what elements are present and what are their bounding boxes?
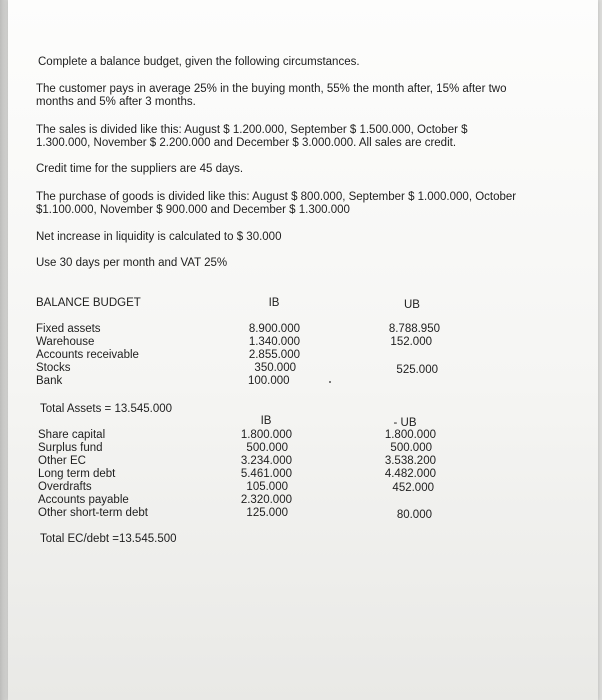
liability-ib-value: 3.234.000 xyxy=(240,455,292,467)
liability-ub-value: 500.000 xyxy=(390,442,432,454)
liability-ib-value: 1.800.000 xyxy=(240,429,292,441)
asset-ub-value: 152.000 xyxy=(390,336,432,348)
total-ec-debt: Total EC/debt =13.545.500 xyxy=(40,533,177,545)
sales-line-2: 1.300.000, November $ 2.200.000 and December $ 3.000.000. All sales are credit. xyxy=(36,137,457,149)
liability-ib-value: 5.461.000 xyxy=(240,468,292,480)
ib-header: IB xyxy=(268,297,280,309)
liability-ub-value: 4.482.000 xyxy=(384,468,436,480)
asset-label: Accounts receivable xyxy=(36,349,139,361)
ub-header: UB xyxy=(404,299,420,311)
liability-ub-value: 3.538.200 xyxy=(384,455,436,467)
ib-header-2: IB xyxy=(260,415,272,427)
task-title: Complete a balance budget, given the following circumstances. xyxy=(38,56,360,68)
payment-terms-line-2: months and 5% after 3 months. xyxy=(36,96,196,108)
credit-time-text: Credit time for the suppliers are 45 days. xyxy=(36,163,244,175)
liability-ub-value: 80.000 xyxy=(396,509,432,521)
asset-ub-value: 525.000 xyxy=(396,364,438,376)
paper-sheet xyxy=(8,0,598,700)
liability-ib-value: 125.000 xyxy=(246,507,288,519)
liability-ib-value: 105.000 xyxy=(246,481,288,493)
stray-mark xyxy=(329,381,331,383)
sales-line-1: The sales is divided like this: August $ 1.200.000, September $ 1.500.000, October $ xyxy=(36,124,468,136)
liability-label: Surplus fund xyxy=(38,442,103,454)
asset-ib-value: 1.340.000 xyxy=(248,336,300,348)
asset-label: Stocks xyxy=(36,362,71,374)
payment-terms-line-1: The customer pays in average 25% in the buying month, 55% the month after, 15% after two xyxy=(36,83,507,95)
page-edge-shadow xyxy=(0,0,8,700)
liability-label: Share capital xyxy=(38,429,106,441)
asset-label: Fixed assets xyxy=(36,323,101,335)
liability-ib-value: 500.000 xyxy=(246,442,288,454)
purchase-line-1: The purchase of goods is divided like this: August $ 800.000, September $ 1.000.000, October xyxy=(36,191,517,203)
purchase-line-2: $1.100.000, November $ 900.000 and December $ 1.300.000 xyxy=(36,204,350,216)
asset-label: Bank xyxy=(36,375,63,387)
asset-ib-value: 350.000 xyxy=(254,362,296,374)
budget-title: BALANCE BUDGET xyxy=(36,297,141,309)
liability-label: Other short-term debt xyxy=(38,507,148,519)
liability-ib-value: 2.320.000 xyxy=(240,494,292,506)
liquidity-text: Net increase in liquidity is calculated to $ 30.000 xyxy=(36,231,282,243)
vat-text: Use 30 days per month and VAT 25% xyxy=(36,257,228,269)
liability-label: Accounts payable xyxy=(38,494,129,506)
ub-header-2: - UB xyxy=(393,417,417,429)
liability-label: Overdrafts xyxy=(38,481,92,493)
liability-label: Long term debt xyxy=(38,468,116,480)
liability-label: Other EC xyxy=(38,455,86,467)
asset-ib-value: 100.000 xyxy=(248,375,290,387)
asset-ib-value: 8.900.000 xyxy=(248,323,300,335)
asset-ib-value: 2.855.000 xyxy=(248,349,300,361)
liability-ub-value: 1.800.000 xyxy=(384,429,436,441)
asset-ub-value: 8.788.950 xyxy=(388,323,440,335)
liability-ub-value: 452.000 xyxy=(392,482,434,494)
asset-label: Warehouse xyxy=(36,336,95,348)
total-assets: Total Assets = 13.545.000 xyxy=(40,403,173,415)
